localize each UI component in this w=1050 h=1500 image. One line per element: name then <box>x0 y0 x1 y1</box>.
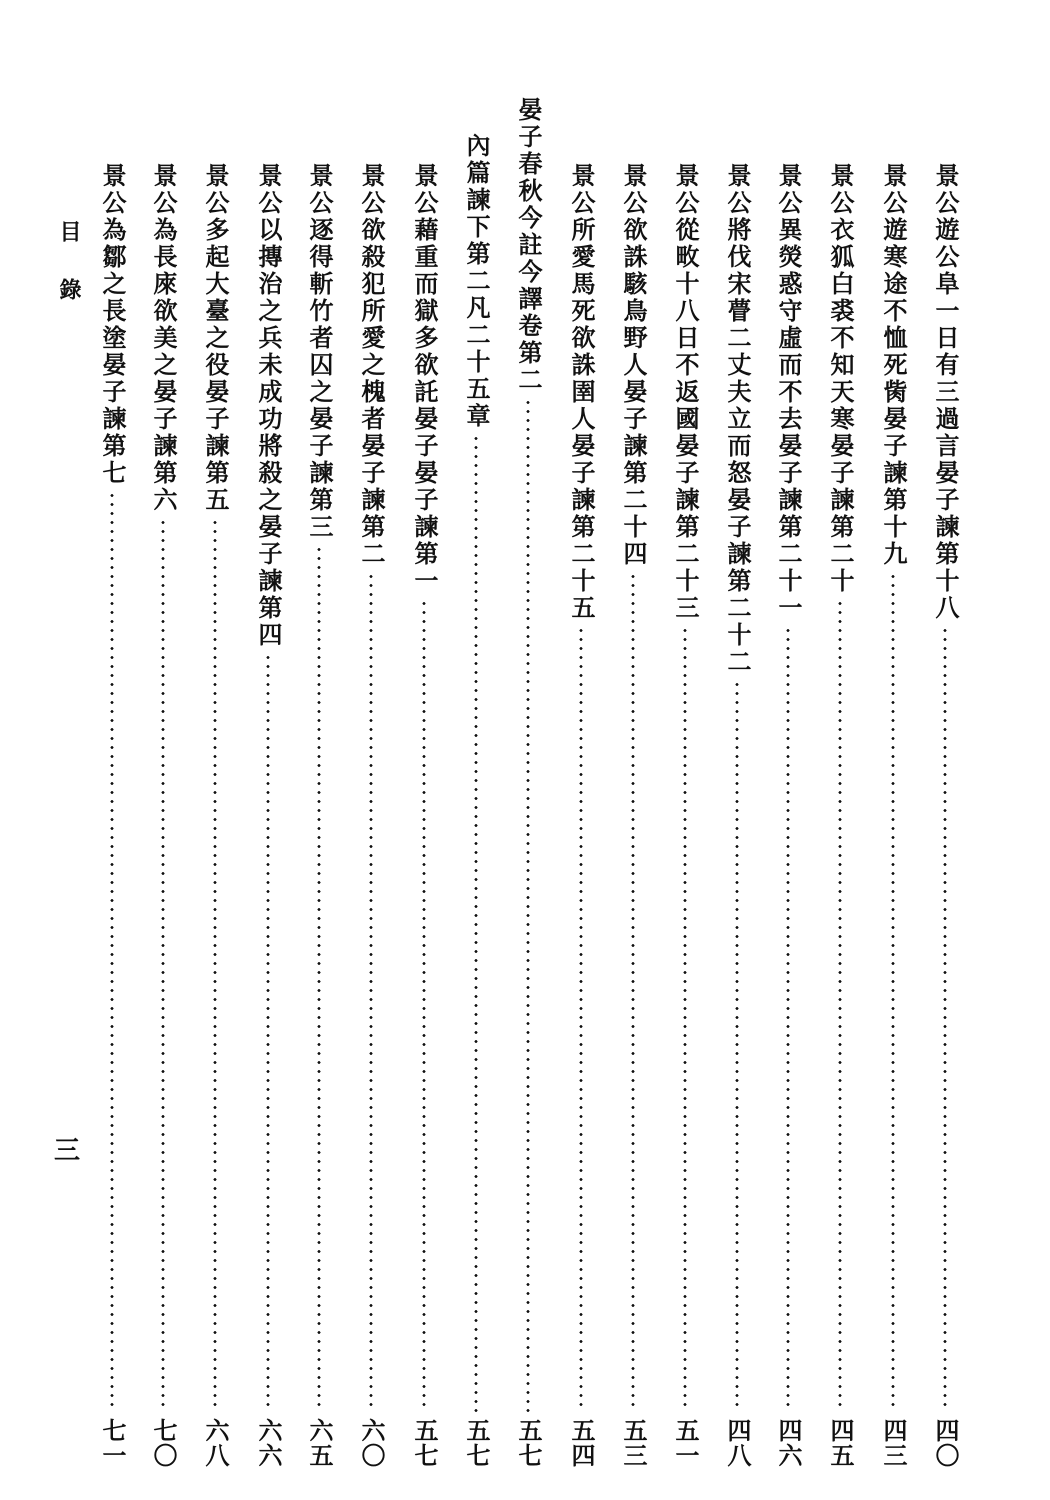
toc-entry <box>878 163 908 1468</box>
entry-title: 景公藉重而獄多欲託晏子晏子諫第一 <box>410 163 439 595</box>
entry-page-number: 五七 <box>410 1418 439 1468</box>
entry-page-number: 五七 <box>514 1418 543 1468</box>
dot-leader <box>786 626 790 1412</box>
volume-heading-entry <box>513 97 543 1468</box>
entry-title: 景公所愛馬死欲誅圉人晏子諫第二十五 <box>567 163 596 622</box>
entry-title: 景公以摶治之兵未成功將殺之晏子諫第四 <box>254 163 283 649</box>
dot-leader <box>579 626 583 1412</box>
entry-page-number: 六六 <box>254 1418 283 1468</box>
dot-leader <box>110 491 114 1412</box>
running-header-label: 目錄 <box>56 220 82 336</box>
entry-title: 景公為鄒之長塗晏子諫第七 <box>98 163 127 487</box>
toc-entry <box>253 163 283 1468</box>
dot-leader <box>213 518 217 1412</box>
entry-title: 景公遊公阜一日有三過言晏子諫第十八 <box>931 163 960 622</box>
entry-page-number: 七〇 <box>149 1418 178 1468</box>
entry-page-number: 四六 <box>774 1418 803 1468</box>
toc-entry <box>618 163 648 1468</box>
entry-title: 景公為長庲欲美之晏子諫第六 <box>149 163 178 514</box>
dot-leader <box>943 626 947 1412</box>
dot-leader <box>369 572 373 1412</box>
dot-leader <box>474 434 478 1412</box>
dot-leader <box>422 599 426 1412</box>
dot-leader <box>891 572 895 1412</box>
section-title: 內篇諫下第二凡二十五章 <box>462 133 491 430</box>
entry-title: 景公衣狐白裘不知天寒晏子諫第二十 <box>826 163 855 595</box>
toc-entry <box>566 163 596 1468</box>
dot-leader <box>838 599 842 1412</box>
entry-title: 景公欲誅駭鳥野人晏子諫第二十四 <box>619 163 648 568</box>
entry-title: 景公多起大臺之役晏子諫第五 <box>201 163 230 514</box>
entry-title: 景公從畋十八日不返國晏子諫第二十三 <box>671 163 700 622</box>
toc-entry <box>148 163 178 1468</box>
toc-entry <box>670 163 700 1468</box>
entry-page-number: 五三 <box>619 1418 648 1468</box>
toc-entry <box>722 163 752 1468</box>
dot-leader <box>631 572 635 1412</box>
toc-entry <box>825 163 855 1468</box>
entry-page-number: 五七 <box>462 1418 491 1468</box>
entry-page-number: 六〇 <box>357 1418 386 1468</box>
toc-entry <box>409 163 439 1468</box>
dot-leader <box>161 518 165 1412</box>
entry-title: 景公逐得斬竹者囚之晏子諫第三 <box>305 163 334 541</box>
entry-page-number: 五一 <box>671 1418 700 1468</box>
folio-page-number: 三 <box>54 1136 81 1166</box>
toc-entry <box>773 163 803 1468</box>
dot-leader <box>735 680 739 1412</box>
entry-page-number: 七一 <box>98 1418 127 1468</box>
dot-leader <box>266 653 270 1412</box>
section-heading-entry <box>461 133 491 1468</box>
entry-page-number: 四三 <box>879 1418 908 1468</box>
toc-entry <box>356 163 386 1468</box>
entry-page-number: 四〇 <box>931 1418 960 1468</box>
toc-entry <box>97 163 127 1468</box>
dot-leader <box>317 545 321 1412</box>
toc-entry <box>304 163 334 1468</box>
dot-leader <box>526 398 530 1412</box>
volume-title: 晏子春秋今註今譯卷第二 <box>514 97 543 394</box>
entry-title: 景公遊寒途不恤死胔晏子諫第十九 <box>879 163 908 568</box>
toc-entry <box>930 163 960 1468</box>
entry-page-number: 四五 <box>826 1418 855 1468</box>
entry-page-number: 四八 <box>723 1418 752 1468</box>
entry-page-number: 五四 <box>567 1418 596 1468</box>
entry-page-number: 六八 <box>201 1418 230 1468</box>
entry-page-number: 六五 <box>305 1418 334 1468</box>
entry-title: 景公將伐宋瞢二丈夫立而怒晏子諫第二十二 <box>723 163 752 676</box>
toc-entry <box>200 163 230 1468</box>
entry-title: 景公異熒惑守虛而不去晏子諫第二十一 <box>774 163 803 622</box>
dot-leader <box>683 626 687 1412</box>
entry-title: 景公欲殺犯所愛之槐者晏子諫第二 <box>357 163 386 568</box>
